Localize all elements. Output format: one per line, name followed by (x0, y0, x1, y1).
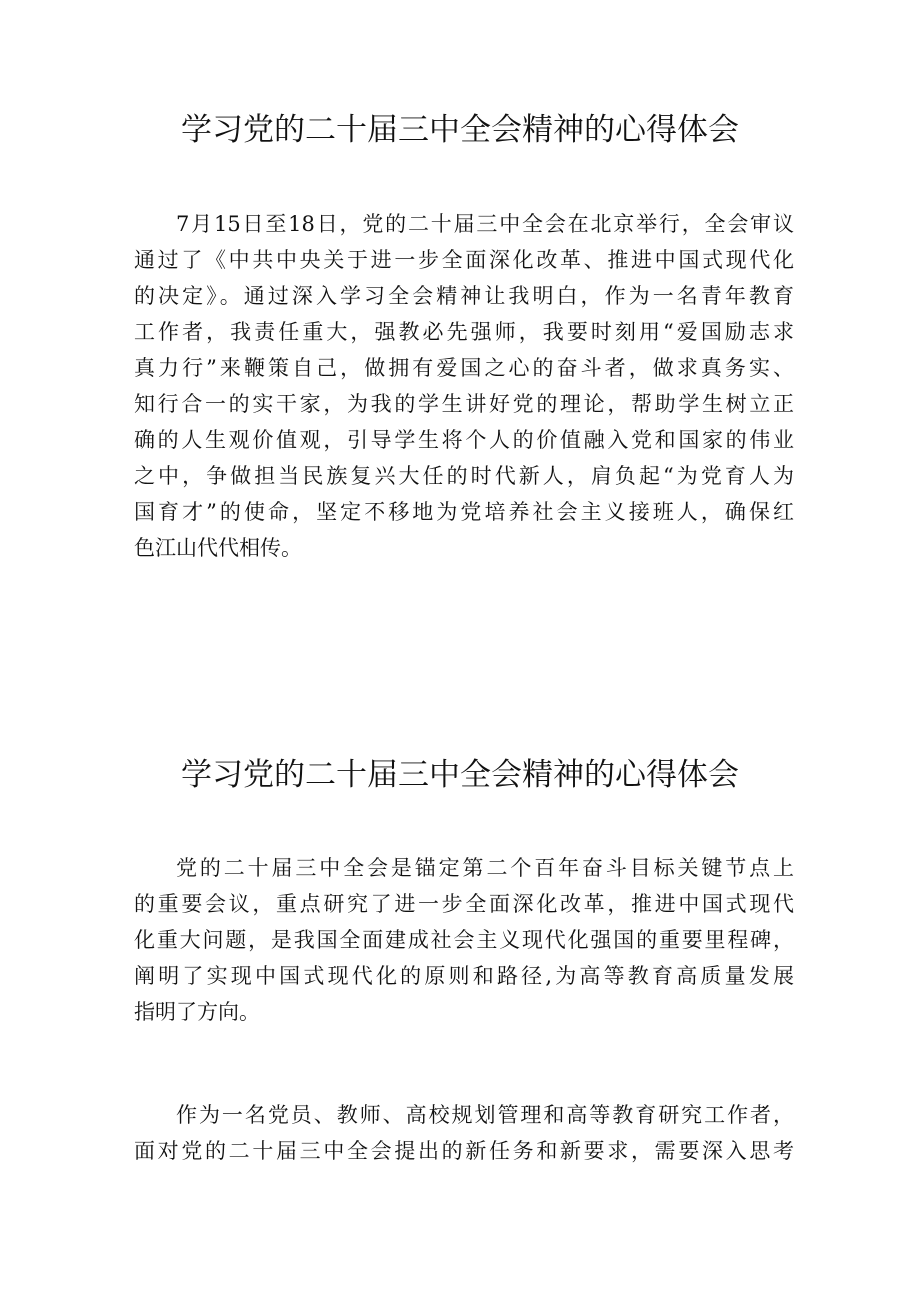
paragraph-line: 7月15日至18日，党的二十届三中全会在北京举行，全会审议 (176, 212, 794, 236)
section-2-paragraph-2 (134, 1097, 794, 1169)
paragraph-line: 的重要会议，重点研究了进一步全面深化改革，推进中国式现代 (134, 892, 794, 916)
paragraph-line: 党的二十届三中全会是锚定第二个百年奋斗目标关键节点上 (176, 856, 794, 880)
paragraph-line: 确的人生观价值观，引导学生将个人的价值融入党和国家的伟业 (134, 428, 794, 452)
paragraph-line: 工作者，我责任重大，强教必先强师，我要时刻用“爱国励志求 (134, 320, 794, 344)
section-2-title: 学习党的二十届三中全会精神的心得体会 (181, 757, 739, 793)
paragraph-line: 通过了《中共中央关于进一步全面深化改革、推进中国式现代化 (134, 248, 794, 272)
paragraph-line: 真力行”来鞭策自己，做拥有爱国之心的奋斗者，做求真务实、 (134, 356, 794, 380)
section-1-title: 学习党的二十届三中全会精神的心得体会 (181, 112, 739, 148)
section-2-paragraph-1 (134, 850, 794, 1030)
paragraph-line: 知行合一的实干家，为我的学生讲好党的理论，帮助学生树立正 (134, 392, 794, 416)
paragraph-line: 的决定》。通过深入学习全会精神让我明白，作为一名青年教育 (134, 284, 794, 308)
paragraph-line: 色江山代代相传。 (134, 536, 302, 560)
paragraph-line: 指明了方向。 (134, 1000, 260, 1024)
paragraph-line: 作为一名党员、教师、高校规划管理和高等教育研究工作者， (176, 1103, 794, 1127)
paragraph-line: 阐明了实现中国式现代化的原则和路径,为高等教育高质量发展 (134, 964, 794, 988)
section-1-paragraph-1 (134, 206, 794, 566)
paragraph-line: 之中，争做担当民族复兴大任的时代新人，肩负起“为党育人为 (134, 464, 794, 488)
paragraph-line: 化重大问题，是我国全面建成社会主义现代化强国的重要里程碑， (134, 928, 794, 952)
paragraph-line: 国育才”的使命，坚定不移地为党培养社会主义接班人，确保红 (134, 500, 794, 524)
paragraph-line: 面对党的二十届三中全会提出的新任务和新要求，需要深入思考 (134, 1139, 794, 1163)
